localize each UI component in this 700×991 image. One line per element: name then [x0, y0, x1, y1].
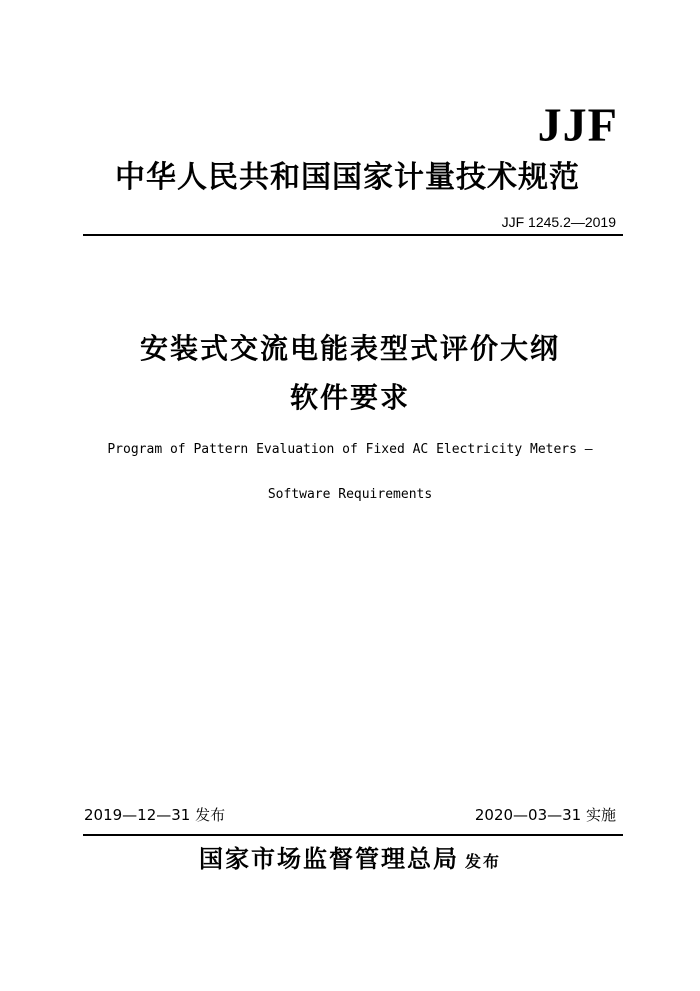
issuer-name: 国家市场监督管理总局	[198, 845, 459, 873]
organization-title: 中华人民共和国国家计量技术规范	[115, 160, 580, 195]
document-title-en-line2: Software Requirements	[267, 487, 433, 502]
document-title-cn-line1: 安装式交流电能表型式评价大纲	[139, 332, 560, 365]
issue-date: 2019—12—31 发布	[84, 806, 226, 824]
jjf-logo: JJF	[537, 99, 618, 152]
document-title-en-line1: Program of Pattern Evaluation of Fixed AC Electricity Meters —	[107, 442, 593, 457]
top-divider	[83, 234, 623, 236]
standard-number: JJF 1245.2—2019	[501, 214, 616, 230]
bottom-divider	[83, 834, 623, 836]
document-title-cn-line2: 软件要求	[289, 381, 410, 414]
effective-date: 2020—03—31 实施	[474, 806, 616, 824]
issuer-suffix: 发布	[464, 852, 501, 871]
issuer-line	[0, 842, 700, 879]
